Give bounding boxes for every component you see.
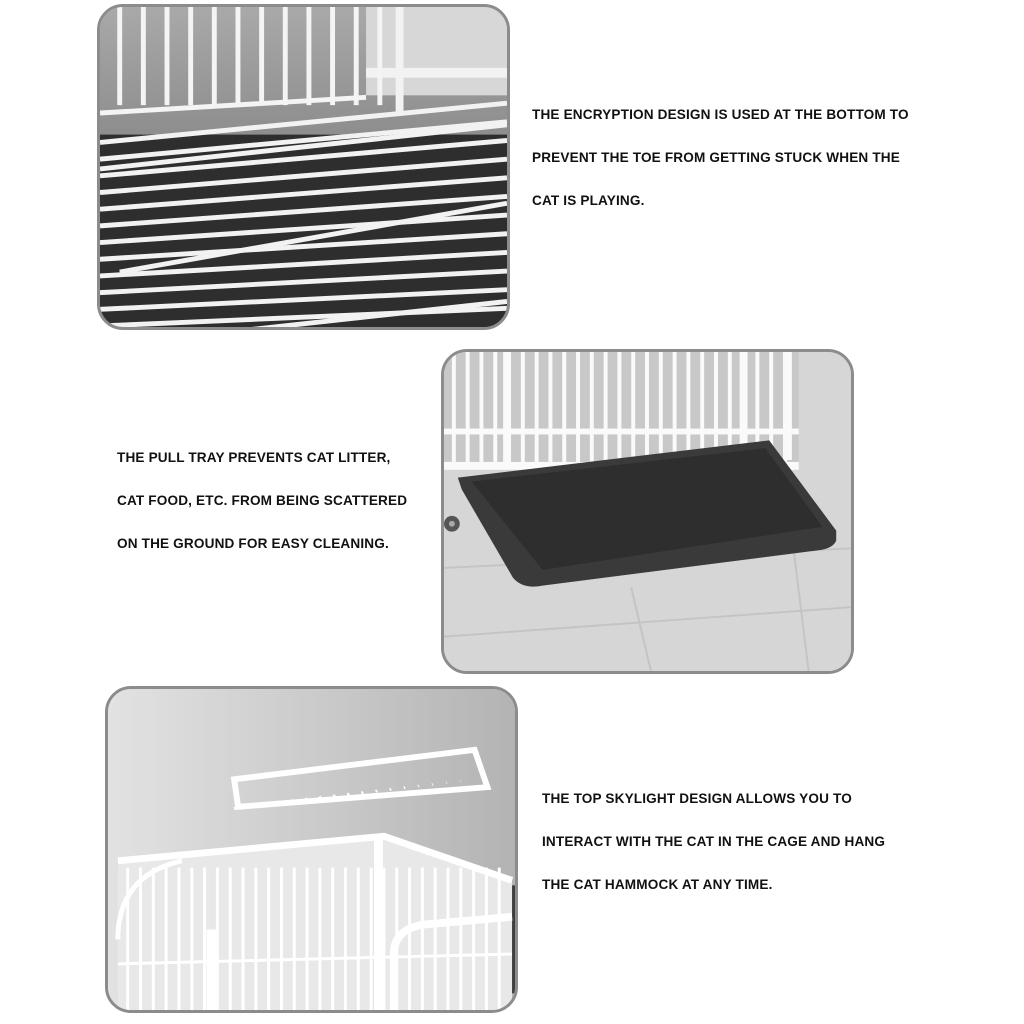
cage-wire [376,791,378,792]
bottom-grid-caption [532,93,909,222]
caption-line: INTERACT WITH THE CAT IN THE CAGE AND HANG [542,834,886,849]
cage-wire [390,789,391,790]
caption-line: CAT IS PLAYING. [532,193,645,208]
caption-line: THE ENCRYPTION DESIGN IS USED AT THE BOTTOM TO [532,107,909,122]
bottom-grid-photo [97,4,510,330]
cage-wire [404,787,405,788]
top-skylight-caption [542,777,885,906]
caption-line: THE TOP SKYLIGHT DESIGN ALLOWS YOU TO [542,791,852,806]
cage-wire [361,792,363,793]
caption-line: THE PULL TRAY PREVENTS CAT LITTER, [117,450,391,465]
top-skylight-photo [105,686,518,1013]
pull-tray-caption [117,436,407,565]
caption-line: PREVENT THE TOE FROM GETTING STUCK WHEN THE [532,150,900,165]
caption-line: THE CAT HAMMOCK AT ANY TIME. [542,877,773,892]
caption-line: ON THE GROUND FOR EASY CLEANING. [117,536,389,551]
caption-line: CAT FOOD, ETC. FROM BEING SCATTERED [117,493,408,508]
cage-wire [347,794,349,795]
pull-tray-photo [441,349,854,674]
